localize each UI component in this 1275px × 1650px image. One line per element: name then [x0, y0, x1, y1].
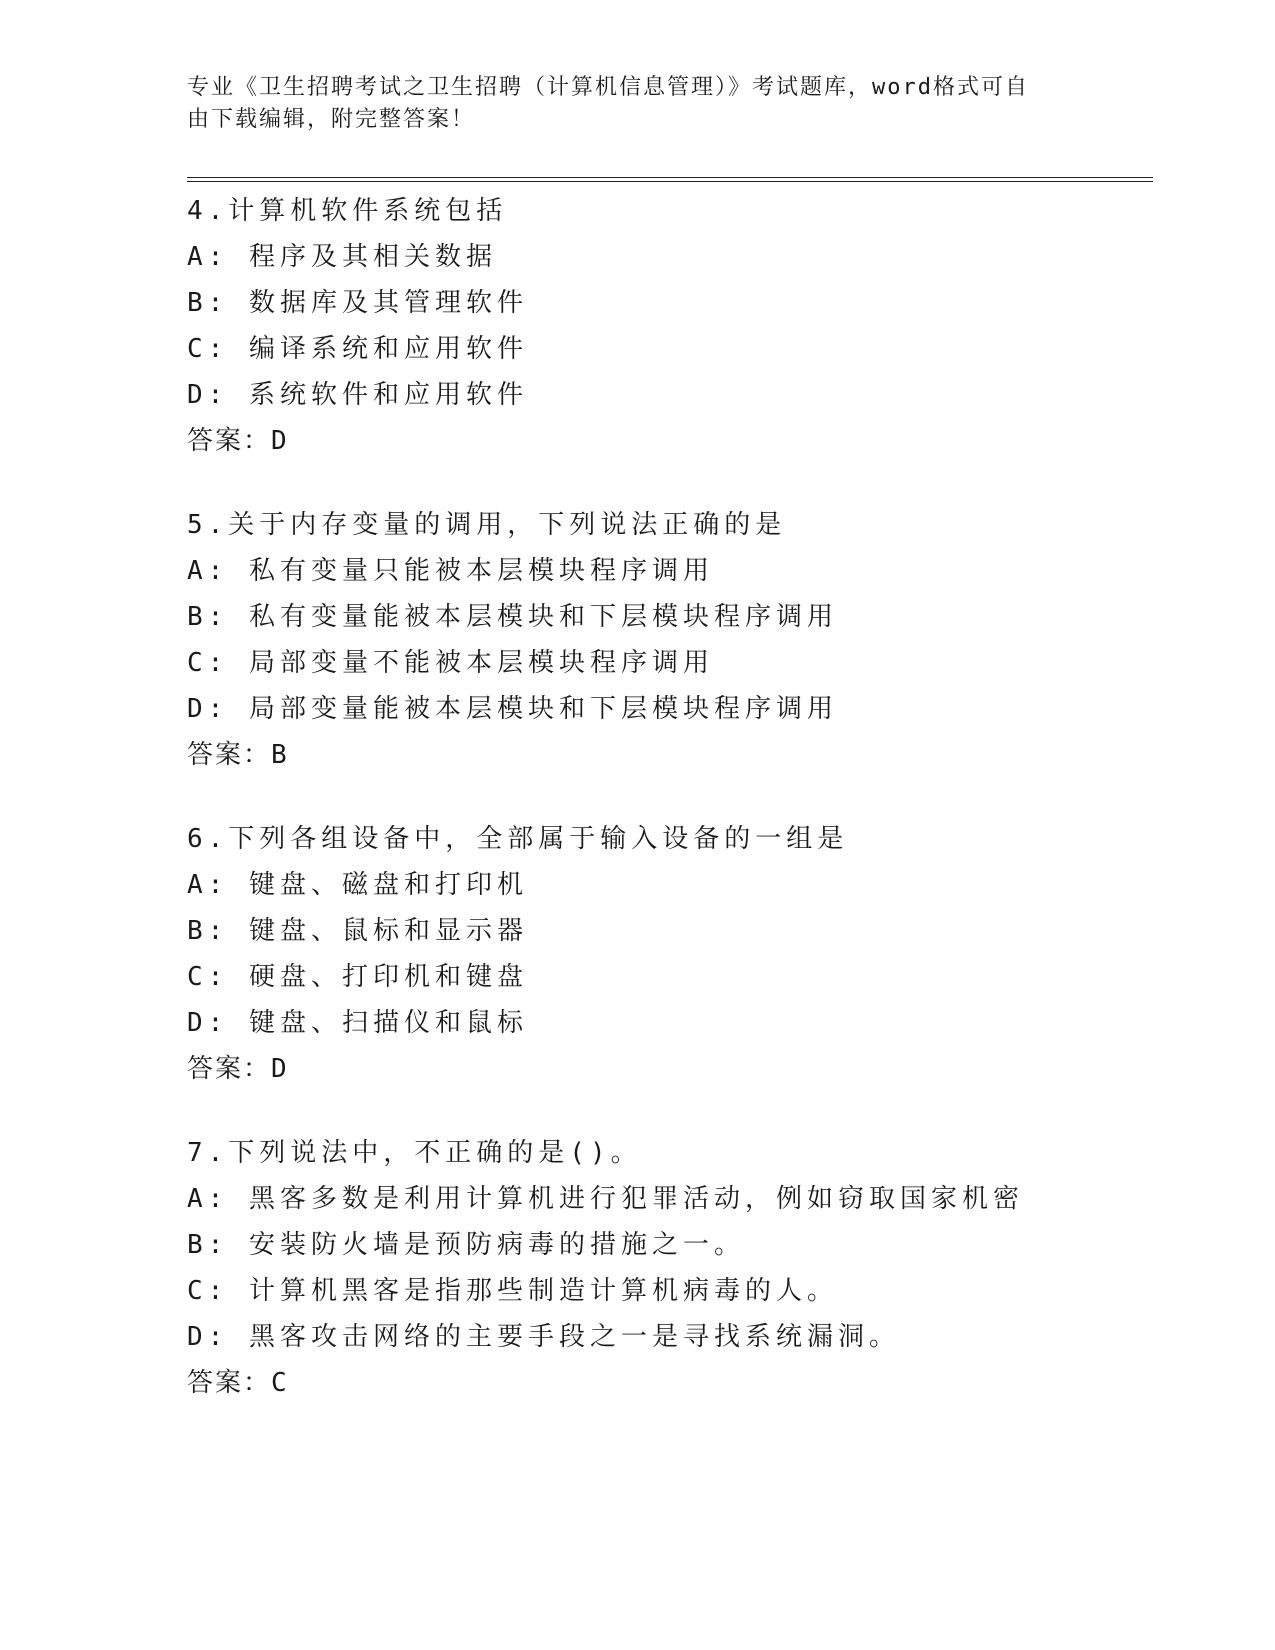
option-b: B: 键盘、鼠标和显示器: [187, 916, 528, 946]
question-stem: 5.关于内存变量的调用，下列说法正确的是: [187, 510, 787, 540]
option-a: A: 键盘、磁盘和打印机: [187, 870, 528, 900]
option-a: A: 黑客多数是利用计算机进行犯罪活动，例如窃取国家机密: [187, 1184, 1024, 1214]
option-d: D: 局部变量能被本层模块和下层模块程序调用: [187, 694, 838, 724]
option-a: A: 程序及其相关数据: [187, 242, 497, 272]
option-b: B: 私有变量能被本层模块和下层模块程序调用: [187, 602, 838, 632]
question-7: [187, 1130, 1153, 1406]
option-c: C: 计算机黑客是指那些制造计算机病毒的人。: [187, 1276, 838, 1306]
header-title-line-1: 专业《卫生招聘考试之卫生招聘（计算机信息管理）》考试题库，word格式可自: [187, 75, 1029, 100]
option-c: C: 硬盘、打印机和键盘: [187, 962, 528, 992]
option-a: A: 私有变量只能被本层模块程序调用: [187, 556, 714, 586]
header-divider-top: [187, 177, 1153, 178]
header-divider-bottom: [187, 181, 1153, 182]
question-stem: 6.下列各组设备中，全部属于输入设备的一组是: [187, 824, 849, 854]
question-list: [187, 188, 1153, 1444]
question-stem: 7.下列说法中，不正确的是()。: [187, 1138, 642, 1168]
option-d: D: 键盘、扫描仪和鼠标: [187, 1008, 528, 1038]
answer-line: 答案：C: [187, 1368, 289, 1398]
question-5: [187, 502, 1153, 778]
answer-line: 答案：D: [187, 1054, 289, 1084]
question-stem: 4.计算机软件系统包括: [187, 196, 508, 226]
option-b: B: 安装防火墙是预防病毒的措施之一。: [187, 1230, 745, 1260]
option-c: C: 局部变量不能被本层模块程序调用: [187, 648, 714, 678]
answer-line: 答案：B: [187, 740, 289, 770]
header-title-line-2: 由下载编辑，附完整答案！: [187, 107, 476, 132]
question-6: [187, 816, 1153, 1092]
option-d: D: 黑客攻击网络的主要手段之一是寻找系统漏洞。: [187, 1322, 900, 1352]
option-d: D: 系统软件和应用软件: [187, 380, 528, 410]
option-c: C: 编译系统和应用软件: [187, 334, 528, 364]
option-b: B: 数据库及其管理软件: [187, 288, 528, 318]
question-4: [187, 188, 1153, 464]
answer-line: 答案：D: [187, 426, 289, 456]
document-header: [187, 72, 1087, 136]
